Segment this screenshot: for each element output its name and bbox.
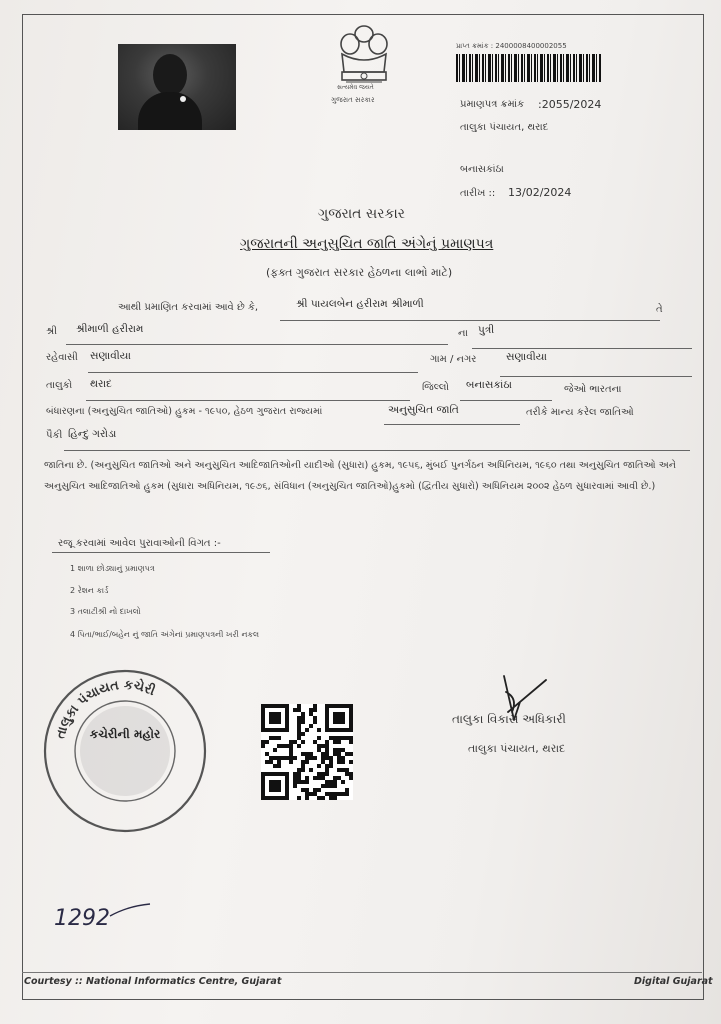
applicant-name: શ્રી પાયલબેન હરીરામ શ્રીમાળી [296, 298, 424, 310]
bharat-text: જેઓ ભારતના [564, 384, 622, 395]
barcode-label: પ્રાપ્ત ક્રમાંક : 2400008400002055 [456, 42, 567, 50]
legal-paragraph: જાતિના છે. (અનુસુચિત જાતિઓ અને અનુસુચિત આદિજાતિઓની યાદીઓ (સુધારા) હુકમ, ૧૯૫૬, મુંબઈ પુનર્ગઠન અધિનિયમ, ૧૯૬૦ તથા અનુસુચિત જાતિઓ અને અનુસુચિત આદિજાતિઓ હુકમ (સુધારા અધિનિયમ, ૧૯૭૬, સંવિધાન (અનુસુચિત જાતિઓ)હુકમો (દ્વિતીય સુધારો) અધિનિયમ ૨૦૦૨ હેઠળ સુધારવામાં આવી છે.) [44, 460, 676, 492]
resident-label: રહેવાસી [46, 352, 78, 363]
handwritten-stroke [108, 900, 152, 920]
evidence-item: 2 રેશન કાર્ડ [70, 586, 109, 595]
caste-value: હિન્દુ ગરોડા [68, 428, 117, 440]
applicant-photo [118, 44, 236, 130]
footer-brand: Digital Gujarat [634, 976, 713, 987]
office-seal-stamp [42, 668, 208, 834]
na-text: ના [458, 328, 468, 339]
svg-text:કચેરીની મહોર: કચેરીની મહોર [89, 727, 161, 741]
district-label: જિલ્લો [422, 382, 449, 393]
emblem-caption-top: સત્યમેવ જયતે [337, 84, 374, 91]
issuing-office: તાલુકા પંચાયત, થરાદ [460, 122, 549, 133]
footer-courtesy: Courtesy :: National Informatics Centre, Gujarat [24, 976, 282, 987]
category-value: અનુસુચિત જાતિ [388, 404, 459, 416]
taluka-value: થરાદ [90, 378, 112, 390]
evidence-item: 3 તલાટીશ્રી નો દાખલો [70, 607, 141, 616]
evidence-item: 1 શાળા છોડ્યાનું પ્રમાણપત્ર [70, 564, 155, 573]
evidence-item: 4 પિતા/ભાઈ/બહેન નું જાતિ અંગેનાં પ્રમાણપત્રની ખરી નકલ [70, 630, 260, 639]
village-label: ગામ / નગર [430, 354, 477, 365]
evidence-heading: રજૂ કરવામાં આવેલ પુરાવાઓની વિગત :- [58, 538, 221, 549]
date-label: તારીખ :: [460, 188, 496, 199]
certificate-number: :2055/2024 [538, 98, 602, 111]
village-value: સણાવીયા [506, 351, 547, 363]
certificate-border [22, 14, 704, 1000]
officer-designation: તાલુકા વિકાસ અધિકારી [452, 712, 566, 726]
pedhi-label: પૈકી [46, 430, 63, 441]
officer-office: તાલુકા પંચાયત, થરાદ [468, 742, 566, 755]
shri-text: શ્રી [46, 326, 58, 337]
order-text: બંધારણના (અનુસુચિત જાતિઓ) હુકમ - ૧૯૫૦, હેઠળ ગુજરાત રાજ્યમાં [46, 406, 323, 417]
government-title: ગુજરાત સરકાર [318, 206, 405, 222]
recognized-text: તરીકે માન્ય કરેલ જાતિઓ [526, 407, 634, 418]
handwritten-number: 1292 [54, 906, 110, 931]
certificate-title: ગુજરાતની અનુસુચિત જાતિ અંગેનું પ્રમાણપત્ર [240, 236, 494, 252]
issue-date: 13/02/2024 [508, 186, 572, 199]
father-name: શ્રીમાળી હરીરામ [76, 323, 144, 335]
certificate-subtitle: (ફક્ત ગુજરાત સરકાર હેઠળના લાભો માટે) [266, 266, 453, 279]
certificate-number-label: પ્રમાણપત્ર ક્રમાંક [460, 99, 525, 110]
issuing-district: બનાસકાંઠા [460, 164, 504, 175]
taluka-label: તાલુકો [46, 380, 73, 391]
certify-text: આથી પ્રમાણિત કરવામાં આવે છે કે, [118, 302, 259, 313]
relation: પુત્રી [478, 324, 495, 336]
svg-text:તાલુકા પંચાયત કચેરી: તાલુકા પંચાયત કચેરી [53, 677, 158, 741]
qr-code [261, 704, 353, 800]
barcode [456, 54, 602, 82]
te-text: તે [656, 304, 663, 315]
district-value: બનાસકાંઠા [466, 379, 513, 391]
resident-value: સણાવીયા [90, 350, 131, 362]
emblem-caption-bottom: ગુજરાત સરકાર [331, 96, 375, 104]
